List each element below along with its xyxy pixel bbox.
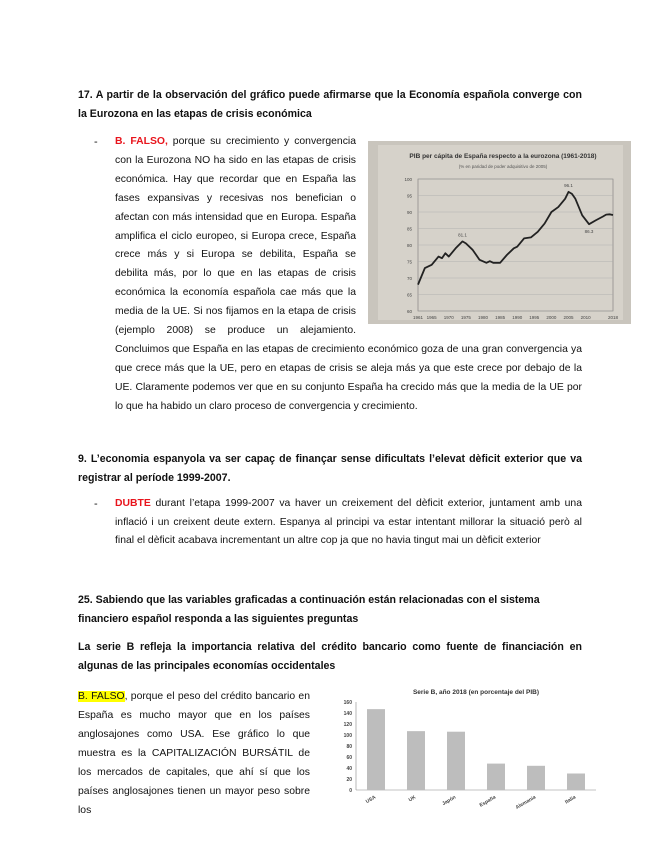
- y-tick-label: 100: [343, 733, 352, 740]
- y-tick-label: 75: [406, 259, 412, 265]
- y-tick-label: 90: [406, 210, 412, 215]
- chart-title: PIB per cápita de España respecto a la eurozona (1961-2018): [409, 153, 597, 160]
- y-tick-label: 120: [343, 722, 352, 729]
- data-label: 86.3: [584, 229, 594, 235]
- question-17: 17. A partir de la observación del gráfico puede afirmarse que la Economía española converge con la Eurozona en las etapas de crisis económica: [78, 89, 582, 120]
- y-tick-label: 60: [406, 309, 412, 314]
- x-tick-label: 2010: [580, 315, 591, 320]
- x-tick-label: 1980: [477, 315, 489, 320]
- y-tick-label: 0: [349, 788, 352, 795]
- y-tick-label: 140: [343, 711, 352, 718]
- x-tick-label: Alemania: [514, 794, 537, 812]
- answer-label: DUBTE: [115, 497, 151, 509]
- y-tick-label: 65: [406, 292, 412, 298]
- x-tick-label: UK: [407, 794, 417, 804]
- gdp-per-capita-chart: [368, 141, 631, 324]
- question-9: 9. L’economia espanyola va ser capaç de finançar sense dificultats l’elevat dèficit exterior que va registrar al període 1999-2007.: [78, 452, 582, 484]
- bullet-dash: -: [94, 136, 98, 148]
- x-tick-label: 1995: [529, 315, 540, 320]
- bar: [527, 766, 545, 790]
- answer-17-part2: convergencia ya que crece más que la UE, pero en etapas de crisis se aleja más ya que este crece por debajo de la UE. Claramente podemos ver que en su conjunto España ha crecido más que la media de la UE por lo que ha habido un claro proceso de convergencia y crecimiento.: [115, 343, 582, 412]
- answer-17-bullet: [78, 133, 619, 417]
- bar: [367, 709, 385, 790]
- answer-25-row: [78, 684, 582, 820]
- answer-9: [115, 495, 582, 552]
- y-tick-label: 160: [343, 700, 352, 707]
- answer-label: B. FALSO: [78, 691, 125, 703]
- bar: [567, 774, 585, 791]
- bar: [407, 731, 425, 790]
- x-tick-label: 1985: [495, 315, 506, 320]
- data-label: 96.1: [564, 182, 573, 188]
- x-tick-label: España: [478, 794, 497, 809]
- bar: [447, 732, 465, 790]
- x-tick-label: 2018: [607, 315, 619, 320]
- answer-label: B. FALSO,: [115, 136, 168, 147]
- bar: [487, 764, 505, 790]
- y-tick-label: 100: [404, 177, 412, 182]
- x-tick-label: Italia: [564, 794, 577, 806]
- x-tick-label: USA: [364, 794, 377, 806]
- y-tick-label: 80: [406, 243, 412, 248]
- y-tick-label: 80: [346, 744, 352, 751]
- x-tick-label: 1975: [460, 315, 471, 320]
- y-tick-label: 20: [346, 777, 352, 784]
- answer-text: durant l’etapa 1999-2007 va haver un creixement del dèficit exterior, juntament amb una inflació i un creixent deute extern. Espanya al principi va estar intentant millorar la situació però al final el dèficit acabava incrementant un altre cop ja que no havia tingut mai un dèficit exterior: [115, 497, 582, 547]
- answer-text: , porque el peso del crédito bancario en España es mucho mayor que en los países anglosajones como USA. Ese gráfico lo que muestra es la CAPITALIZACIÓN BURSÁTIL de los mercados de capitales, que ahí sí que los países anglosajones tienen un mayor peso sobre los: [78, 691, 310, 816]
- y-tick-label: 70: [406, 276, 412, 281]
- answer-17-part1: porque su crecimiento y convergencia con la Eurozona NO ha sido en las etapas de crisis económica. Hay que recordar que en España las fases expansivas y recesivas nos benefician o afectan con más intensidad que en Europa. España amplifica el ciclo europeo, si Europa crece, España crece más y si Europa se debilita, España se debilita más, por lo que en las etapas de crisis económica la economía española cae más que la media de la UE. Si nos fijamos en la etapa de crisis (ejemplo 2008) se produce un alejamiento. Concluimos que España en las etapas de crecimiento económico goza de una gran: [115, 136, 503, 355]
- data-label: 81.1: [458, 232, 467, 238]
- x-tick-label: 1965: [426, 315, 437, 320]
- statement-serie-b: La serie B refleja la importancia relativa del crédito bancario como fuente de financiación en algunas de las principales economías occidentales: [78, 641, 582, 673]
- x-tick-label: 2005: [563, 315, 574, 320]
- answer-25: [78, 688, 310, 820]
- bullet-dash: -: [94, 497, 98, 510]
- x-tick-label: Japón: [441, 794, 457, 808]
- chart-subtitle: (% en paridad de poder adquisitivo de 2005): [458, 164, 548, 169]
- y-tick-label: 85: [406, 226, 412, 232]
- line-chart-photo: [368, 141, 631, 324]
- y-tick-label: 40: [346, 766, 352, 773]
- chart-title: Serie B, año 2018 (en porcentaje del PIB): [412, 689, 540, 697]
- serie-b-bar-chart: [326, 684, 604, 814]
- answer-9-bullet: [78, 495, 582, 552]
- y-tick-label: 60: [346, 755, 352, 762]
- y-tick-label: 95: [406, 193, 412, 199]
- x-tick-label: 1961: [412, 315, 424, 320]
- question-25: 25. Sabiendo que las variables graficadas a continuación están relacionadas con el sistema financiero español responda a las siguientes preguntas: [78, 594, 540, 626]
- x-tick-label: 1990: [512, 315, 523, 320]
- x-tick-label: 2000: [546, 315, 557, 320]
- x-tick-label: 1970: [443, 315, 454, 320]
